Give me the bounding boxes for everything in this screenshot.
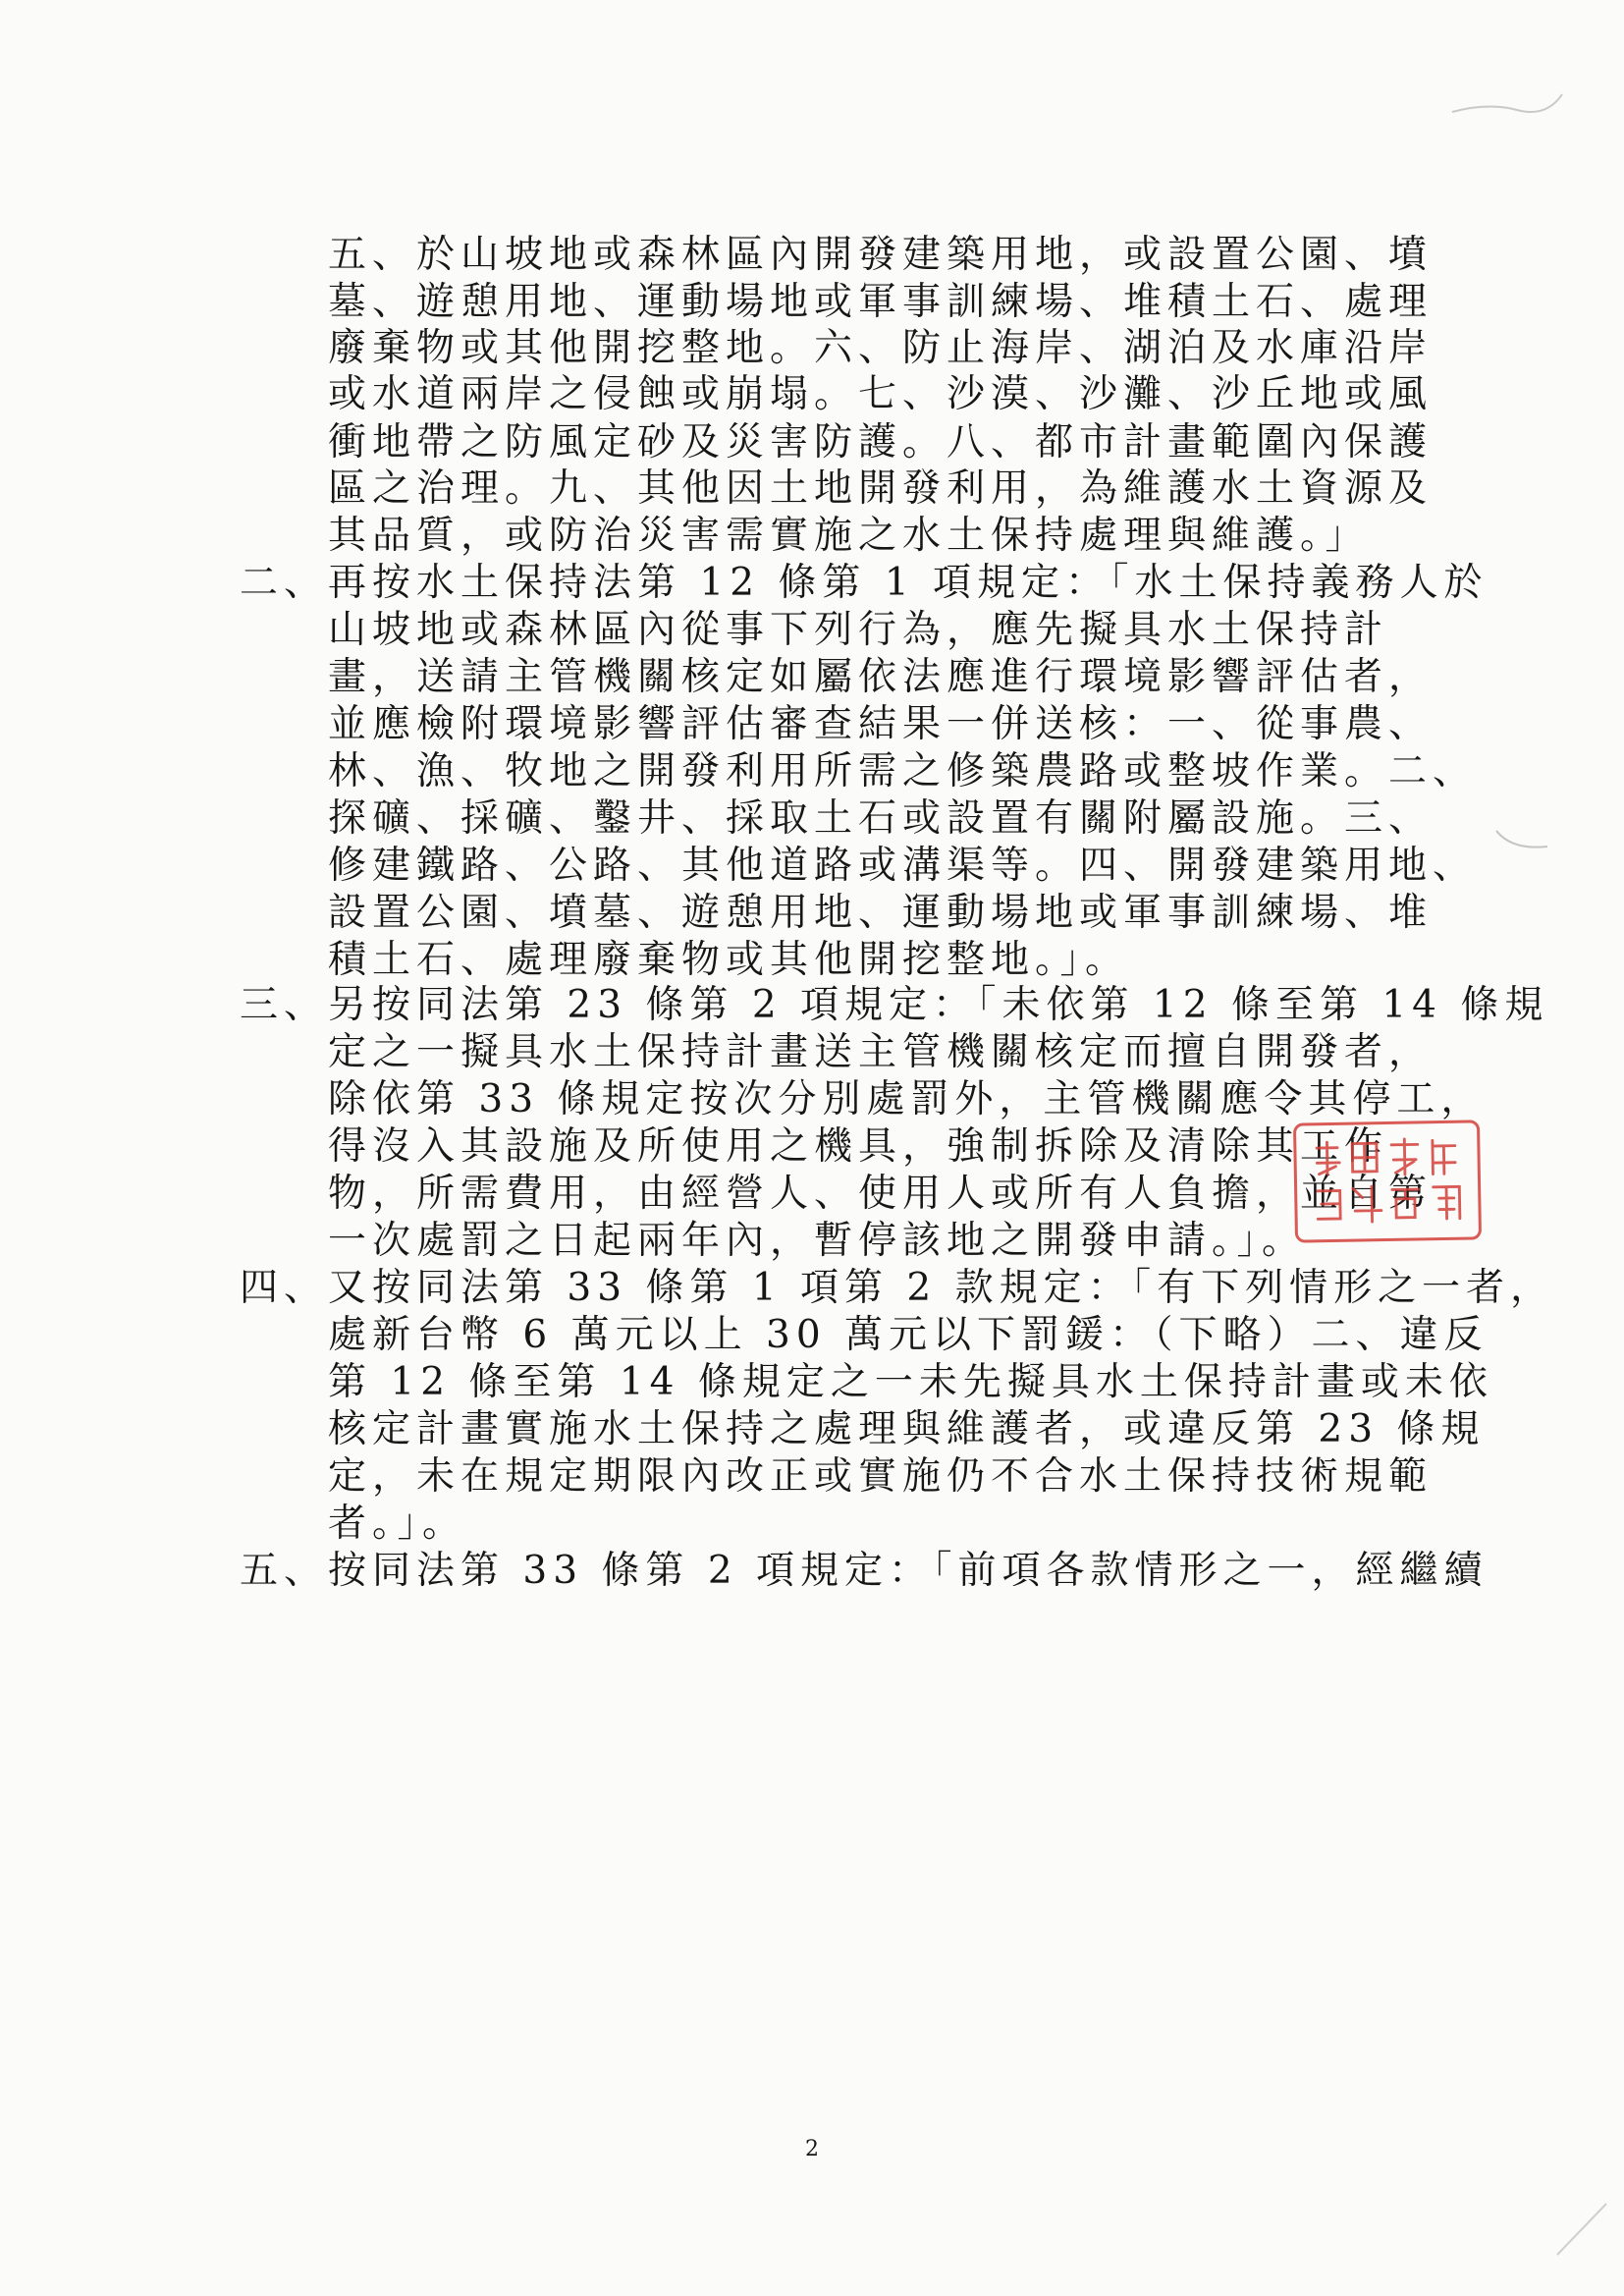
list-marker: 二、: [240, 561, 329, 605]
text-line: 除依第 33 條規定按次分別處罰外，主管機關應令其停工，: [328, 1077, 1486, 1121]
text-line: 一次處罰之日起兩年內，暫停該地之開發申請。」。: [328, 1219, 1307, 1263]
text-line: 其品質，或防治災害需實施之水土保持處理與維護。」: [328, 514, 1370, 558]
text-line: 並應檢附環境影響評估審查結果一併送核：一、從事農、: [328, 702, 1434, 746]
official-seal-stamp: [1293, 1120, 1482, 1242]
text-line: 衝地帶之防風定砂及災害防護。八、都市計畫範圍內保護: [328, 420, 1434, 465]
text-line: 或水道兩岸之侵蝕或崩塌。七、沙漠、沙灘、沙丘地或風: [328, 372, 1434, 416]
text-line: 定之一擬具水土保持計畫送主管機關核定而擅自開發者，: [328, 1030, 1434, 1074]
text-line: 畫，送請主管機關核定如屬依法應進行環境影響評估者，: [328, 655, 1434, 699]
list-marker: 三、: [240, 983, 329, 1027]
text-line: 定，未在規定期限內改正或實施仍不合水土保持技術規範: [328, 1454, 1434, 1499]
text-line: 五、於山坡地或森林區內開發建築用地，或設置公園、墳: [328, 233, 1434, 277]
text-line: 設置公園、墳墓、遊憩用地、運動場地或軍事訓練場、堆: [328, 891, 1434, 935]
scan-mark: [1551, 2200, 1610, 2259]
text-line: 處新台幣 6 萬元以上 30 萬元以下罰鍰：（下略）二、違反: [328, 1313, 1489, 1357]
text-line: 探礦、採礦、鑿井、採取土石或設置有關附屬設施。三、: [328, 796, 1434, 841]
text-line: 廢棄物或其他開挖整地。六、防止海岸、湖泊及水庫沿岸: [328, 326, 1434, 370]
text-line: 另按同法第 23 條第 2 項規定：「未依第 12 條至第 14 條規: [328, 983, 1549, 1027]
text-line: 核定計畫實施水土保持之處理與維護者，或違反第 23 條規: [328, 1407, 1486, 1451]
text-line: 林、漁、牧地之開發利用所需之修築農路或整坡作業。二、: [328, 749, 1478, 793]
scan-mark: [1492, 825, 1551, 854]
list-marker: 五、: [240, 1549, 329, 1593]
scan-mark: [1448, 82, 1566, 122]
text-line: 又按同法第 33 條第 1 項第 2 款規定：「有下列情形之一者，: [328, 1266, 1555, 1310]
text-line: 墓、遊憩用地、運動場地或軍事訓練場、堆積土石、處理: [328, 280, 1434, 324]
page-number: 2: [805, 2137, 819, 2161]
text-line: 區之治理。九、其他因土地開發利用，為維護水土資源及: [328, 466, 1434, 511]
text-line: 再按水土保持法第 12 條第 1 項規定：「水土保持義務人於: [328, 561, 1489, 605]
text-line: 物，所需費用，由經營人、使用人或所有人負擔，並自第: [328, 1172, 1434, 1216]
text-line: 第 12 條至第 14 條規定之一未先擬具水土保持計畫或未依: [328, 1360, 1493, 1404]
text-line: 得沒入其設施及所使用之機具，強制拆除及清除其工作: [328, 1124, 1389, 1169]
text-line: 積土石、處理廢棄物或其他開挖整地。」。: [328, 938, 1130, 982]
text-line: 山坡地或森林區內從事下列行為，應先擬具水土保持計: [328, 608, 1389, 652]
text-line: 修建鐵路、公路、其他道路或溝渠等。四、開發建築用地、: [328, 844, 1478, 888]
text-line: 按同法第 33 條第 2 項規定：「前項各款情形之一，經繼續: [328, 1549, 1489, 1593]
list-marker: 四、: [240, 1266, 329, 1310]
text-line: 者。」。: [328, 1502, 467, 1546]
